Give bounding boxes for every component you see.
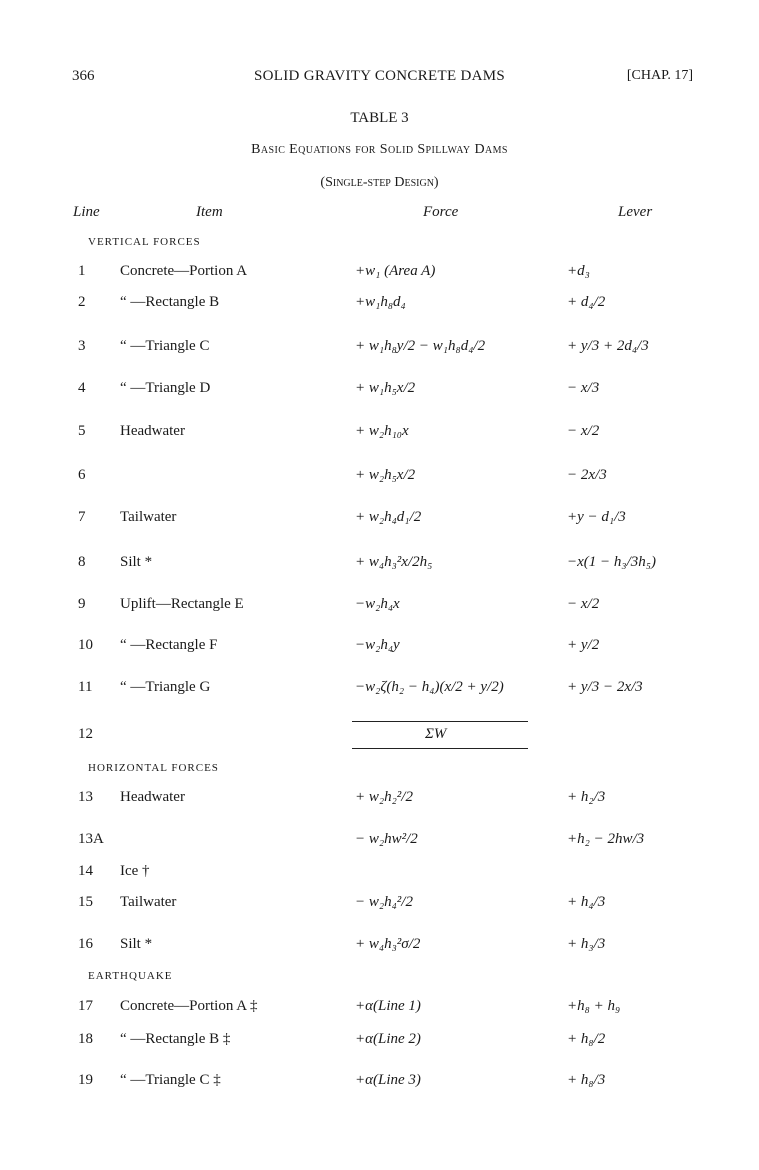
column-header-item: Item	[196, 204, 223, 220]
row-item: Uplift—Rectangle E	[120, 596, 244, 612]
sum-rule-top	[352, 721, 528, 722]
row-line-number: 16	[78, 936, 93, 952]
row-force: − w₂hw²/2	[355, 831, 418, 847]
row-item: Concrete—Portion A	[120, 263, 248, 279]
row-line-number: 13	[78, 789, 93, 805]
row-lever: + h₂/3	[567, 789, 606, 805]
row-force: +w₁ (Area A)	[355, 263, 436, 279]
row-force: + w₁h₅x/2	[355, 380, 416, 396]
row-item: “ —Triangle C	[120, 338, 210, 354]
row-lever: −x(1 − h₃/3h₅)	[567, 554, 656, 570]
column-header-lever: Lever	[618, 204, 653, 220]
row-line-number: 10	[78, 637, 93, 653]
row-force: +α(Line 1)	[355, 998, 421, 1014]
row-line-number: 6	[78, 467, 86, 483]
row-line-number: 15	[78, 894, 93, 910]
section-heading-horizontal: HORIZONTAL FORCES	[88, 762, 219, 774]
row-line-number: 12	[78, 726, 93, 742]
row-line-number: 13A	[78, 831, 104, 847]
sum-rule-bottom	[352, 748, 528, 749]
row-line-number: 11	[78, 679, 93, 695]
row-line-number: 3	[78, 338, 86, 354]
row-line-number: 7	[78, 509, 86, 525]
row-lever: +h₂ − 2hw/3	[567, 831, 645, 847]
row-item: “ —Triangle D	[120, 380, 211, 396]
section-heading-earthquake: EARTHQUAKE	[88, 970, 173, 982]
row-force: + w₂h₅x/2	[355, 467, 416, 483]
row-item: Silt *	[120, 554, 153, 570]
row-item: “ —Triangle G	[120, 679, 211, 695]
row-lever: − x/3	[567, 380, 600, 396]
row-line-number: 2	[78, 294, 86, 310]
row-lever: + h₈/3	[567, 1072, 606, 1088]
row-lever: + h₈/2	[567, 1031, 606, 1047]
row-force: +w₁h₈d₄	[355, 294, 406, 310]
row-line-number: 18	[78, 1031, 93, 1047]
table-subcaption: (Single-step Design)	[320, 175, 439, 190]
row-lever: − 2x/3	[567, 467, 607, 483]
row-line-number: 5	[78, 423, 86, 439]
column-header-force: Force	[423, 204, 459, 220]
section-heading-vertical: VERTICAL FORCES	[88, 236, 201, 248]
row-lever: +y − d₁/3	[567, 509, 626, 525]
page-number: 366	[72, 68, 95, 84]
row-item: Tailwater	[120, 509, 177, 525]
row-lever: + y/3 + 2d₄/3	[567, 338, 649, 354]
row-force: −w₂ζ(h₂ − h₄)(x/2 + y/2)	[355, 679, 504, 695]
row-item: Headwater	[120, 423, 185, 439]
row-force: −w₂h₄y	[355, 637, 400, 653]
row-force: ΣW	[425, 726, 447, 742]
row-lever: + h₄/3	[567, 894, 606, 910]
row-item: Silt *	[120, 936, 153, 952]
row-item: “ —Rectangle F	[120, 637, 218, 653]
row-item: Tailwater	[120, 894, 177, 910]
row-force: −w₂h₄x	[355, 596, 400, 612]
row-line-number: 1	[78, 263, 86, 279]
row-line-number: 9	[78, 596, 86, 612]
row-item: Ice †	[120, 863, 150, 879]
row-force: + w₁h₈y/2 − w₁h₈d₄/2	[355, 338, 486, 354]
row-lever: + d₄/2	[567, 294, 606, 310]
row-force: + w₂h₄d₁/2	[355, 509, 422, 525]
row-force: − w₂h₄²/2	[355, 894, 413, 910]
row-line-number: 19	[78, 1072, 93, 1088]
row-line-number: 14	[78, 863, 93, 879]
row-force: +α(Line 3)	[355, 1072, 421, 1088]
row-lever: − x/2	[567, 596, 600, 612]
row-item: “ —Rectangle B	[120, 294, 220, 310]
table-number: TABLE 3	[350, 110, 409, 126]
row-force: + w₂h₁₀x	[355, 423, 409, 439]
row-item: “ —Rectangle B ‡	[120, 1031, 231, 1047]
row-item: “ —Triangle C ‡	[120, 1072, 221, 1088]
row-force: +α(Line 2)	[355, 1031, 421, 1047]
running-title: SOLID GRAVITY CONCRETE DAMS	[253, 68, 506, 84]
row-item: Concrete—Portion A ‡	[120, 998, 258, 1014]
row-line-number: 8	[78, 554, 86, 570]
row-line-number: 17	[78, 998, 93, 1014]
column-header-line: Line	[73, 204, 100, 220]
row-force: + w₄h₃²σ/2	[355, 936, 421, 952]
row-force: + w₄h₃²x/2h₅	[355, 554, 433, 570]
row-lever: +h₈ + h₉	[567, 998, 621, 1014]
row-item: Headwater	[120, 789, 185, 805]
row-lever: +d₃	[567, 263, 590, 279]
row-lever: + h₃/3	[567, 936, 606, 952]
row-lever: − x/2	[567, 423, 600, 439]
row-force: + w₂h₂²/2	[355, 789, 413, 805]
chapter-label: [CHAP. 17]	[626, 68, 693, 83]
row-line-number: 4	[78, 380, 86, 396]
table-caption: Basic Equations for Solid Spillway Dams	[251, 142, 508, 157]
row-lever: + y/3 − 2x/3	[567, 679, 643, 695]
row-lever: + y/2	[567, 637, 600, 653]
